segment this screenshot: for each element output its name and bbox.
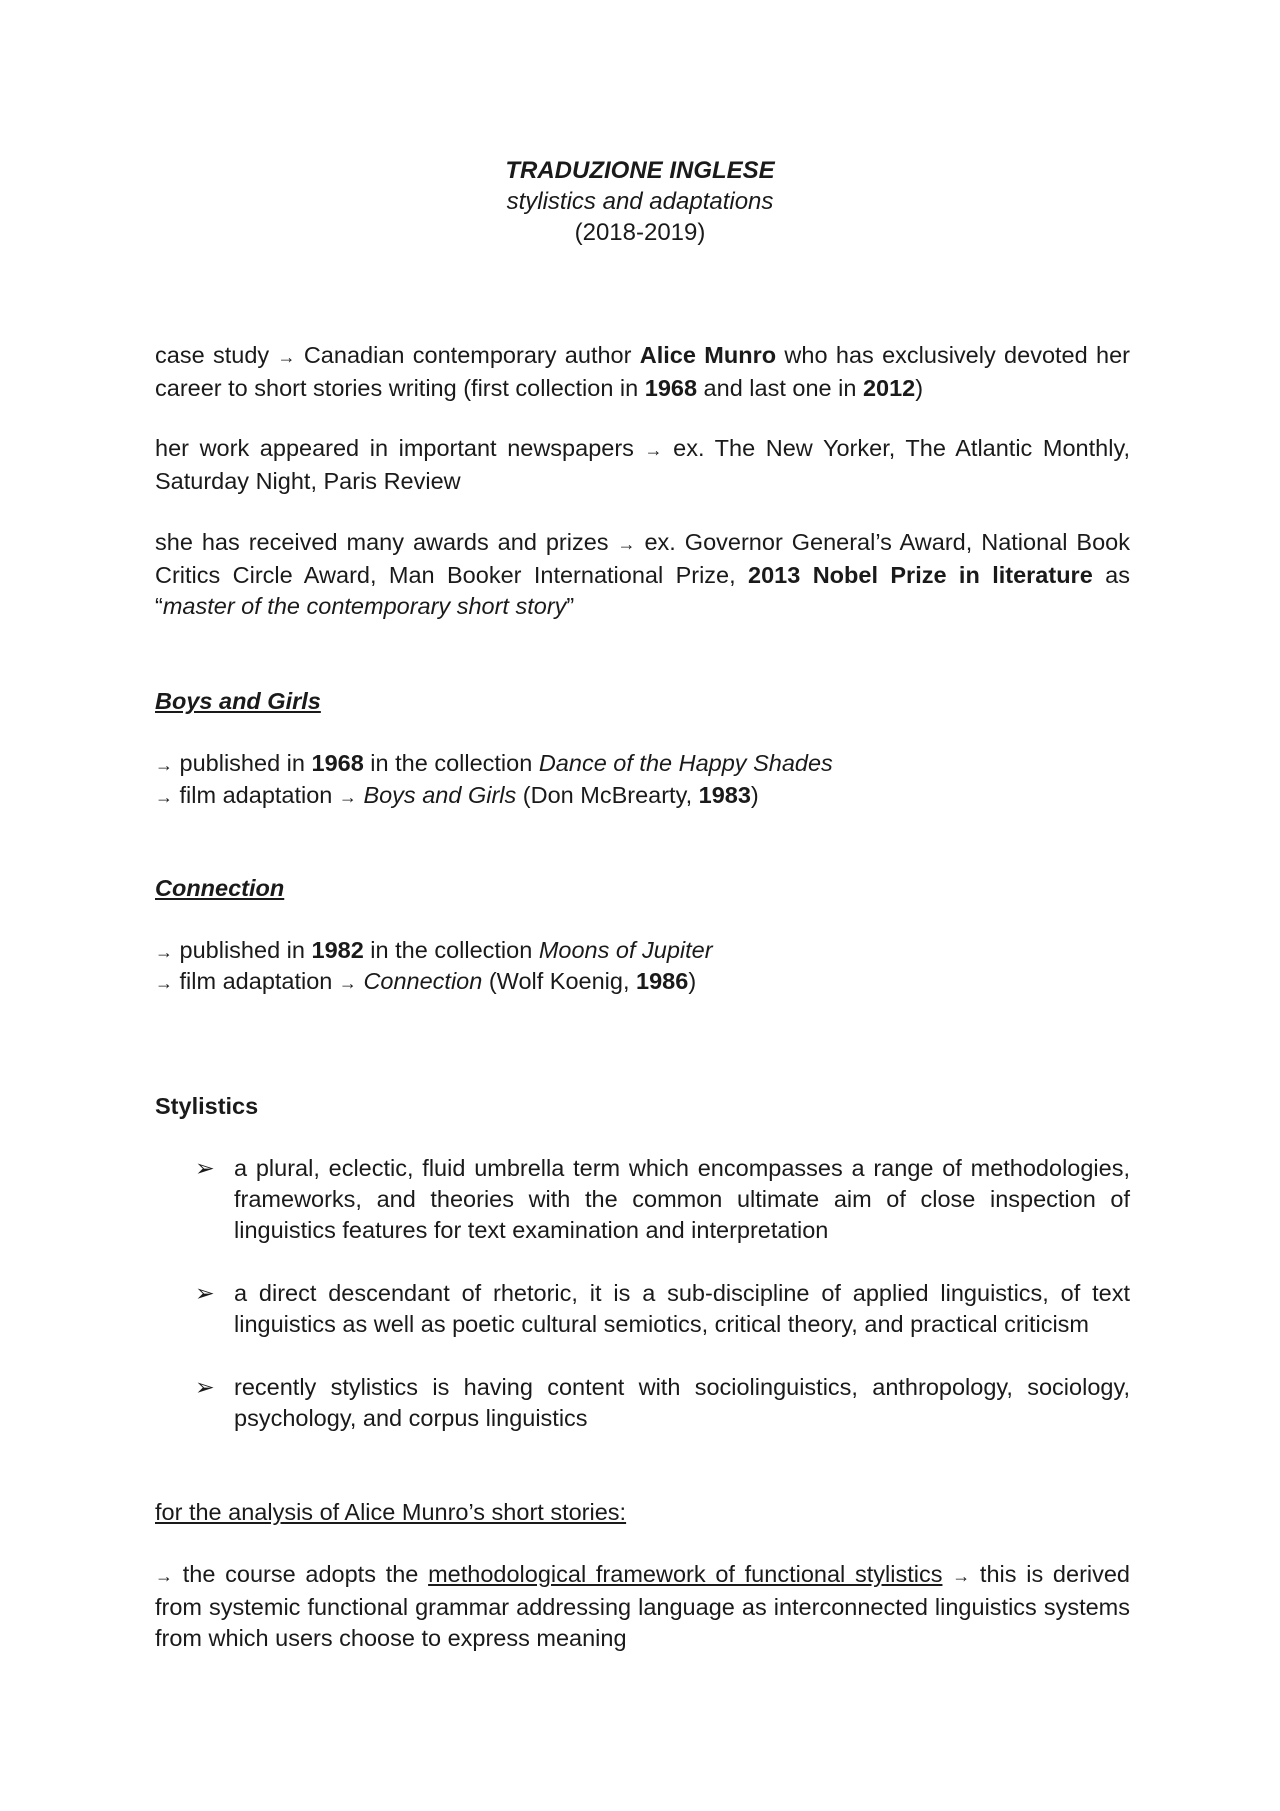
document-header xyxy=(0,155,1280,248)
document-title: TRADUZIONE INGLESE xyxy=(505,157,775,184)
arrow-icon: → xyxy=(155,787,173,807)
work-publication-line: → published in 1982 in the collection Moons of Jupiter xyxy=(155,937,713,963)
arrow-icon: → xyxy=(155,1566,173,1586)
work-film-line: → film adaptation → Connection (Wolf Koenig, 1986) xyxy=(155,968,697,994)
intro-paragraph-case-study: case study → Canadian contemporary author Alice Munro who has exclusively devoted her career to short stories writing (first collection in 1968 and last one in 2012) xyxy=(155,342,1130,401)
arrow-icon: → xyxy=(277,347,296,367)
arrowhead-bullet-icon: ➢ xyxy=(195,1155,215,1181)
academic-years: (2018-2019) xyxy=(574,219,706,246)
analysis-heading: for the analysis of Alice Munro’s short stories: xyxy=(155,1499,627,1525)
nobel-quote: master of the contemporary short story xyxy=(162,593,567,619)
arrow-icon: → xyxy=(155,942,173,962)
stylistics-heading: Stylistics xyxy=(155,1093,259,1119)
analysis-paragraph: → the course adopts the methodological framework of functional stylistics → this is derived from systemic functional grammar addressing language as interconnected linguistics systems from which users choose to express meaning xyxy=(155,1561,1130,1651)
nobel-prize: 2013 Nobel Prize in literature xyxy=(748,562,1093,588)
bullet-text: a direct descendant of rhetoric, it is a sub-discipline of applied linguistics, of text linguistics as well as poetic cultural semiotics, critical theory, and practical criticism xyxy=(234,1280,1130,1337)
arrow-icon: → xyxy=(952,1566,971,1586)
arrow-icon: → xyxy=(338,787,357,807)
author-name: Alice Munro xyxy=(639,342,777,368)
arrow-icon: → xyxy=(617,534,636,554)
functional-stylistics-term: methodological framework of functional stylistics xyxy=(428,1561,943,1587)
arrow-icon: → xyxy=(644,440,663,460)
arrow-icon: → xyxy=(155,973,173,993)
bullet-text: recently stylistics is having content with sociolinguistics, anthropology, sociology, psychology, and corpus linguistics xyxy=(234,1374,1130,1431)
document-subtitle: stylistics and adaptations xyxy=(506,188,774,215)
work-film-line: → film adaptation → Boys and Girls (Don McBrearty, 1983) xyxy=(155,782,759,808)
bullet-text: a plural, eclectic, fluid umbrella term which encompasses a range of methodologies, frameworks, and theories with the common ultimate aim of close inspection of linguistics features for text examination and interpretation xyxy=(234,1155,1130,1243)
arrow-icon: → xyxy=(155,755,173,775)
arrowhead-bullet-icon: ➢ xyxy=(195,1280,215,1306)
work-title-boys-and-girls: Boys and Girls xyxy=(155,688,321,714)
intro-paragraph-awards: she has received many awards and prizes → ex. Governor General’s Award, National Book Critics Circle Award, Man Booker International Prize, 2013 Nobel Prize in literature as “master of the contemporary short story” xyxy=(155,529,1130,619)
arrow-icon: → xyxy=(338,973,357,993)
work-publication-line: → published in 1968 in the collection Dance of the Happy Shades xyxy=(155,750,833,776)
intro-paragraph-newspapers: her work appeared in important newspapers → ex. The New Yorker, The Atlantic Monthly, Saturday Night, Paris Review xyxy=(155,435,1130,494)
arrowhead-bullet-icon: ➢ xyxy=(195,1374,215,1400)
work-title-connection: Connection xyxy=(155,875,285,901)
